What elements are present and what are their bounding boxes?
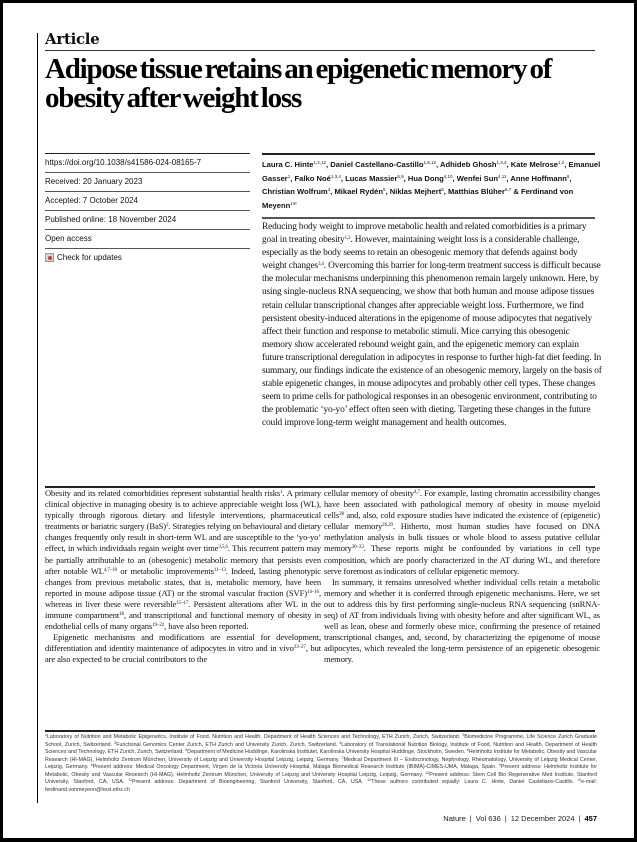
author-name[interactable]: Hua Dong bbox=[407, 173, 444, 183]
author-affiliation: 1,3,4 bbox=[330, 173, 341, 179]
volume: Vol 636 bbox=[475, 814, 501, 823]
article-title: Adipose tissue retains an epigenetic memory of obesity after weight loss bbox=[45, 53, 552, 114]
section-label: Article bbox=[45, 30, 100, 48]
author-name[interactable]: Falko Noé bbox=[294, 173, 331, 183]
citation[interactable]: 1,2 bbox=[344, 236, 351, 242]
abstract-text: . Overcoming this barrier for long-term treatment success is difficult because the molecular mechanisms underpinning this phenomenon remain largely unknown. Here, by using single-nucleus RNA sequencing, we show that both human and mouse adipose tissues retain cellular transcriptional changes after appreciable weight loss. Furthermore, we find persistent obesity-induced alterations in the epigenome of mouse adipocytes that negatively affect their function and response to metabolic stimuli. Mice carrying this obesogenic memory show accelerated rebound weight gain, and the epigenetic memory can explain future transcriptional deregulation in adipocytes in response to further high-fat diet feeding. In summary, our findings indicate the existence of an obesogenic memory, largely on the basis of stable epigenetic changes, in mouse adipocytes and probably other cell types. These changes seem to prime cells for pathological responses in an obesogenic environment, contributing to the problematic ‘yo-yo’ effect often seen with dieting. Targeting these changes in the future could improve long-term weight management and health outcomes. bbox=[262, 261, 602, 429]
intro-paragraph-1 bbox=[45, 488, 321, 632]
footnote-marker: 4 bbox=[339, 740, 342, 745]
citation[interactable]: 18 bbox=[119, 612, 124, 618]
body-text: Obesity and its related comorbidities represent substantial health risks bbox=[45, 488, 281, 498]
article-page bbox=[2, 2, 635, 839]
intro-paragraph-3: In summary, it remains unresolved whether individual cells retain a metabolic memory and whether it is conferred through epigenetic mechanisms. Here, we set out to address this by first performing single-nucleus RNA sequencing (snRNA-seq) of AT from individuals living with obesity before and after significant WL, as well as lean, obese and formerly obese mice, confirming the presence of retained transcriptional changes, and, second, by characterizing the epigenome of mouse adipocytes, which revealed the long-term persistence of an epigenetic obesogenic memory. bbox=[324, 576, 600, 665]
citation[interactable]: 11–13 bbox=[213, 567, 226, 573]
author-name[interactable]: Mikael Rydén bbox=[334, 187, 383, 197]
author-name[interactable]: Anne Hoffmann bbox=[510, 173, 567, 183]
footnote-text: Laboratory of Nutrition and Metabolic Epigenetics, Institute of Food, Nutrition and Health, Department of Health Sciences and Technology, ETH Zurich, Zurich, Switzerland. bbox=[46, 734, 463, 740]
body-text: and, also, cold exposure studies have indicated the existence of (epigenetic) cellular memory bbox=[324, 510, 600, 532]
citation[interactable]: 26,29 bbox=[382, 523, 393, 529]
author-affiliation: 1,3,4 bbox=[496, 160, 507, 165]
author-name[interactable]: Kate Melrose bbox=[510, 160, 559, 169]
body-column-right bbox=[324, 488, 600, 666]
footnote-marker: 2 bbox=[462, 733, 465, 737]
author-affiliation: 1,8,12 bbox=[423, 160, 437, 165]
footnote-marker: 11 bbox=[128, 778, 132, 782]
citation[interactable]: 4,7 bbox=[413, 490, 420, 495]
separator: | bbox=[504, 814, 507, 823]
footnote-text: These authors contributed equally: Laura C. Hinte, Daniel Castellano-Castillo. bbox=[371, 779, 579, 785]
author-affiliation: 5 bbox=[441, 187, 444, 193]
citation[interactable]: 2 bbox=[166, 523, 169, 529]
body-text: cellular memory of obesity bbox=[324, 488, 414, 498]
citation[interactable]: 3,4 bbox=[317, 262, 324, 268]
citation[interactable]: 3,5,6 bbox=[218, 545, 228, 551]
accepted-date: Accepted: 7 October 2024 bbox=[45, 191, 250, 210]
author-name[interactable]: Laura C. Hinte bbox=[262, 160, 314, 169]
author-list: Laura C. Hinte$^{1,2,12}$, Daniel Castellano-Castillo$^{1,8,12}$, Adhideb Ghosh$^{1,3,4}$, Kate Melrose$^{1,2}$, Emanuel Gasser$^1$, Falko Noé$^{1,3,4}$, Lucas Massier$^{5,9}$, Hua Dong$^{4,10}$, Wenfei Sun$^{4,11}$, Anne Hoffmann$^6$, Christian Wolfrum$^4$, Mikael Rydén$^5$, Niklas Mejhert$^5$, Matthias Blüher$^{6,7}$ & Ferdinand von Meyenn$^{1✉}$ bbox=[262, 160, 601, 210]
footnote-text: Medical Department III – Endocrinology, Nephrology, Rheumatology, University of Leipzig Medical Center, Leipzig, Germany. bbox=[45, 756, 597, 770]
body-text: . Hitherto, most human studies have focused on DNA methylation analysis in bulk tissues or whole blood to assess putative cellular memory bbox=[324, 521, 601, 554]
author-name[interactable]: Christian Wolfrum bbox=[262, 187, 328, 197]
footnote-marker: ✉ bbox=[578, 778, 582, 782]
body-text: . These reports might be confounded by variations in cell type composition, which are poorly characterized in the AT during WL, and therefore serve foremost as indicators of cellular epigenetic memory. bbox=[324, 543, 600, 576]
check-for-updates-button[interactable] bbox=[45, 248, 250, 267]
body-text: . Indeed, lasting phenotypic changes from previous metabolic states, that is, metabolic memory, have been reported in mouse adipose tissue (AT) or the stromal vascular fraction (SVF) bbox=[45, 565, 321, 598]
body-text: . A primary clinical objective in managing obesity is to achieve appreciable weight loss (WL), typically through rigorous dietary and lifestyle interventions, pharmaceutical treatments or bariatric surgery (BaS) bbox=[45, 488, 321, 532]
author-affiliation: 4,10 bbox=[443, 173, 453, 179]
author-affiliation: 1,2 bbox=[558, 160, 565, 165]
citation[interactable]: 28 bbox=[339, 512, 344, 518]
citation[interactable]: 14–16 bbox=[306, 589, 319, 595]
body-text: . Persistent alterations after WL in the immune compartment bbox=[45, 598, 321, 621]
author-affiliation: 6 bbox=[566, 173, 570, 179]
check-for-updates-icon bbox=[45, 253, 54, 262]
citation[interactable]: 30–33 bbox=[351, 545, 364, 551]
body-text: . For example, lasting chromatin accessibility changes have been associated with pathological memory of obesity in mouse myeloid cells bbox=[324, 488, 600, 521]
author-affiliation: 1,2,12 bbox=[313, 160, 326, 165]
author-affiliation: 6,7 bbox=[504, 187, 512, 193]
separator: | bbox=[469, 814, 472, 823]
footnote-marker: 6 bbox=[466, 748, 469, 752]
body-text: , have also been reported. bbox=[164, 621, 249, 632]
body-text: , whereas in liver these were reversible bbox=[45, 587, 321, 609]
author-name[interactable]: Adhideb Ghosh bbox=[439, 160, 497, 169]
footnote-marker: 10 bbox=[425, 770, 430, 775]
page-number: 457 bbox=[584, 814, 597, 823]
issue-date: 12 December 2024 bbox=[510, 814, 575, 823]
author-name[interactable]: Matthias Blüher bbox=[447, 187, 505, 197]
body-column-left bbox=[45, 488, 321, 666]
author-affiliation: 5 bbox=[382, 187, 386, 193]
body-text: , but are also expected to be crucial contributors to the bbox=[45, 643, 321, 665]
author-name[interactable]: Wenfei Sun bbox=[456, 173, 498, 183]
author-name[interactable]: Emanuel Gasser bbox=[262, 160, 601, 183]
footnote-marker: 7 bbox=[341, 755, 344, 760]
abstract-divider bbox=[262, 217, 595, 219]
intro-paragraph-2 bbox=[45, 632, 321, 665]
article-metadata bbox=[45, 153, 250, 267]
open-access-label: Open access bbox=[45, 229, 250, 248]
citation[interactable]: 15–17 bbox=[176, 600, 189, 606]
body-text: . This recurrent pattern may be partially attributable to an (obesogenic) metabolic memory that persists even after notable WL bbox=[45, 543, 321, 576]
author-affiliation: 1✉ bbox=[290, 200, 297, 206]
author-affiliation: 4,11 bbox=[497, 173, 507, 179]
published-date: Published online: 18 November 2024 bbox=[45, 210, 250, 229]
header-divider bbox=[45, 50, 595, 51]
abstract bbox=[262, 221, 602, 431]
check-for-updates-label: Check for updates bbox=[57, 253, 122, 262]
body-text: , and transcriptional and functional memory of obesity in endothelial cells of many organs bbox=[45, 610, 321, 632]
abstract-text: . However, maintaining weight loss is a considerable challenge, especially as the body seems to retain an obesogenic memory that defends against body weight changes bbox=[262, 235, 580, 272]
author-affiliation: 5,9 bbox=[397, 173, 404, 179]
footnote-text: Laboratory of Translational Nutrition Biology, Institute of Food, Nutrition and Health, Department of Health Sciences and Technology, ETH Zurich, Zurich, Switzerland. bbox=[45, 741, 597, 755]
footnote-text: Biomedicine Programme, Life Science Zurich Graduate School, Zurich, Switzerland. bbox=[45, 734, 597, 748]
body-text: Epigenetic mechanisms and modifications are essential for development, differentiation and identity maintenance of adipocytes in vitro and in vivo bbox=[45, 632, 321, 654]
doi-row bbox=[45, 153, 250, 172]
separator: | bbox=[578, 814, 581, 823]
author-name[interactable]: Daniel Castellano-Castillo bbox=[330, 160, 424, 169]
body-text: . Strategies relying on behavioural and dietary changes frequently only result in short-term WL and are susceptible to the ‘yo-yo’ effect, in which individuals regain weight over time bbox=[45, 521, 321, 554]
affiliations-footnotes bbox=[45, 734, 597, 794]
intro-paragraph-2-cont bbox=[324, 488, 600, 577]
author-affiliation: 1 bbox=[287, 173, 291, 179]
footnote-marker: 3 bbox=[114, 740, 117, 745]
citation[interactable]: 1 bbox=[280, 490, 283, 495]
footnote-marker: 9 bbox=[498, 763, 501, 767]
author-affiliation: 4 bbox=[327, 187, 331, 193]
footnote-text: Present address: Medical Oncology Department, Virgen de la Victoria University Hospital, Málaga Biomedical Research Institute (IBIMA)-CIMES-UMA, Málaga, Spain. bbox=[92, 764, 499, 770]
author-name[interactable]: Ferdinand von Meyenn bbox=[262, 187, 574, 210]
citation[interactable]: 23–27 bbox=[293, 645, 306, 651]
footnote-marker: 12 bbox=[367, 778, 372, 782]
left-margin-rule bbox=[37, 33, 38, 803]
citation[interactable]: 19–22 bbox=[152, 623, 165, 629]
body-text: or metabolic improvements bbox=[117, 565, 214, 576]
footnote-text: Helmholtz Institute for Metabolic, Obesity and Vascular Research (HI-MAG), Helmholtz Zentrum München, University of Leipzig and University Hospital Leipzig, Leipzig, Germany. bbox=[45, 749, 598, 763]
citation[interactable]: 4,7–10 bbox=[103, 567, 118, 573]
footnote-text: e-mail: ferdinand.vonmeyenn@hest.ethz.ch bbox=[45, 779, 598, 793]
footnote-text: Functional Genomics Center Zurich, ETH Zurich and University Zurich, Zurich, Switzerland. bbox=[116, 741, 340, 748]
footnote-marker: 1 bbox=[45, 733, 47, 737]
footnotes-divider bbox=[45, 730, 595, 732]
footnote-marker: 5 bbox=[185, 748, 188, 752]
doi-link[interactable]: https://doi.org/10.1038/s41586-024-08165-7 bbox=[45, 158, 202, 167]
footnote-marker: 8 bbox=[90, 763, 93, 767]
page-footer bbox=[443, 814, 597, 823]
author-name[interactable]: Niklas Mejhert bbox=[389, 187, 442, 197]
footnote-text: Department of Medicine Huddinge, Karolinska Institutet, Karolinska University Hospital Huddinge, Stockholm, Sweden. bbox=[187, 749, 467, 755]
authors-divider bbox=[262, 153, 595, 155]
footnote-text: Present address: Department of Bioengineering, Stanford University, Stanford, CA, USA. bbox=[132, 779, 368, 785]
received-date: Received: 20 January 2023 bbox=[45, 172, 250, 191]
footnote-text: Present address: Helmholtz Institute for Metabolic, Obesity and Vascular Research (HI-MAG), Helmholtz Zentrum München, University of Leipzig and University Hospital Leipzig, Leipzig, Germany. bbox=[45, 764, 597, 778]
abstract-text: Reducing body weight to improve metabolic health and related comorbidities is a primary goal in treating obesity bbox=[262, 222, 587, 246]
journal-name: Nature bbox=[443, 814, 466, 823]
footnote-text: Present address: Stem Cell Bio Regenerative Med Institute, Stanford University, Stanford, CA, USA. bbox=[45, 771, 597, 785]
author-name[interactable]: Lucas Massier bbox=[345, 173, 398, 183]
